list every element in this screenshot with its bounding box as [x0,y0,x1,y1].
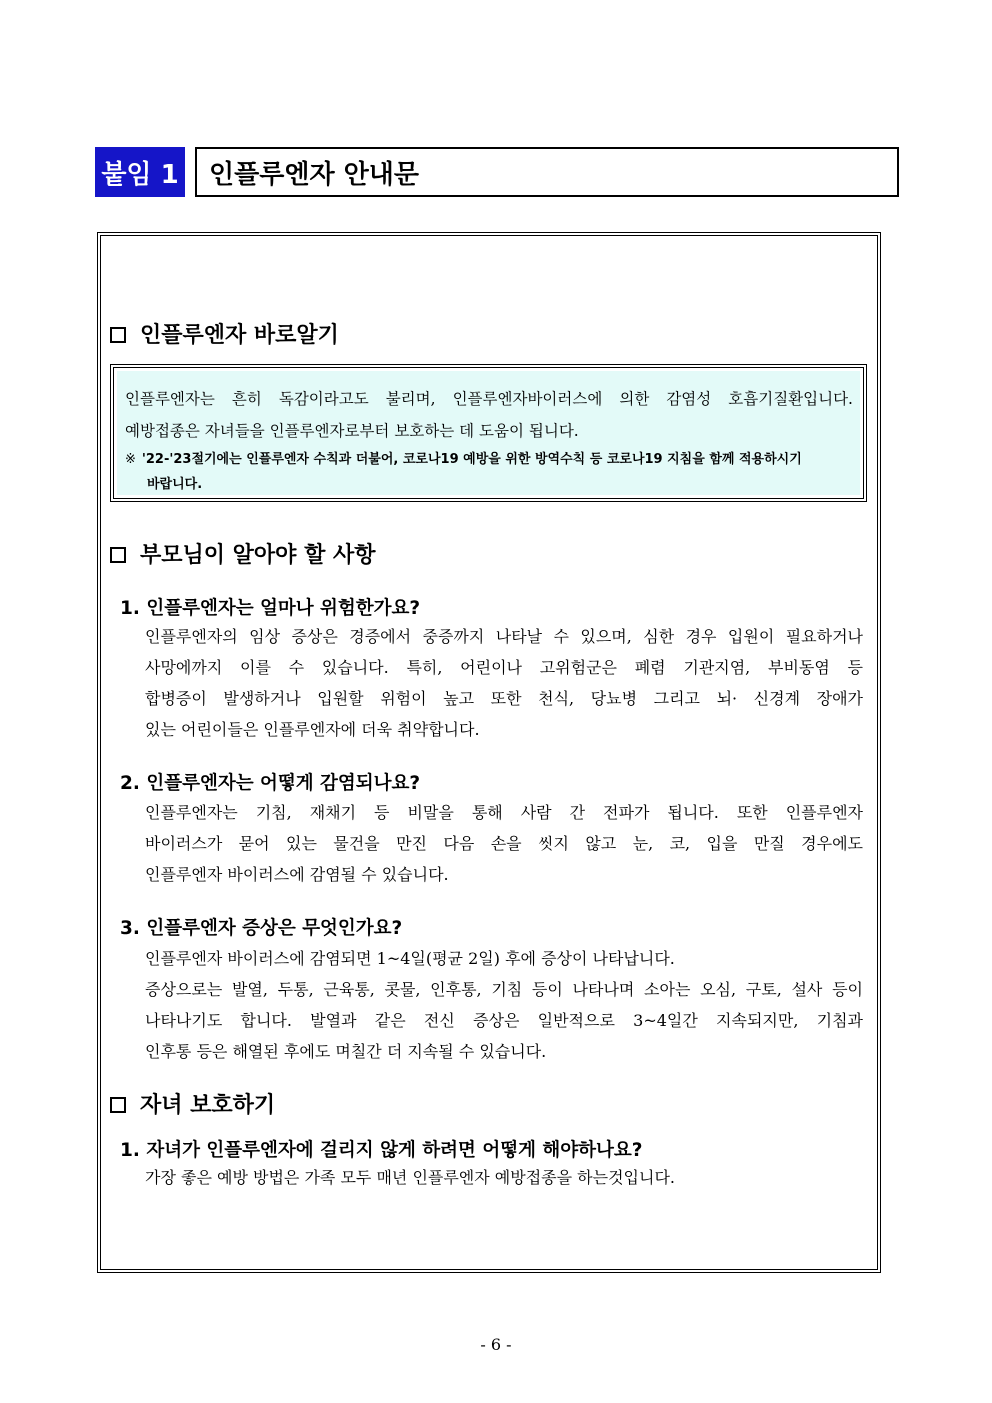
square-bullet-icon [110,327,126,343]
section-title: 부모님이 알아야 할 사항 [140,543,376,568]
page-title-text: 인플루엔자 안내문 [209,159,419,190]
answer-line: 사망에까지 이를 수 있습니다. 특히, 어린이나 고위험군은 폐렴 기관지염, 부비동염 등 [145,658,863,677]
answer-block [145,1162,863,1193]
page-number: - 6 - [480,1335,512,1354]
note-mark: ※ [125,452,136,467]
section-title: 자녀 보호하기 [140,1093,276,1118]
attachment-tag: 붙임 1 [95,147,185,197]
square-bullet-icon [110,547,126,563]
answer-line: 나타나기도 합니다. 발열과 같은 전신 증상은 일반적으로 3~4일간 지속되지만, 기침과 [145,1011,863,1030]
question-heading: 2. 인플루엔자는 어떻게 감염되나요? [120,773,421,794]
answer-line: 증상으로는 발열, 두통, 근육통, 콧물, 인후통, 기침 등이 나타나며 소아는 오심, 구토, 설사 등이 [145,980,863,999]
info-note [125,447,853,497]
question-heading: 3. 인플루엔자 증상은 무엇인가요? [120,918,403,939]
answer-line: 인후통 등은 해열된 후에도 며칠간 더 지속될 수 있습니다. [145,1042,547,1061]
square-bullet-icon [110,1097,126,1113]
answer-line: 인플루엔자 바이러스에 감염되면 1~4일(평균 2일) 후에 증상이 나타납니다. [145,949,675,968]
question-heading: 1. 인플루엔자는 얼마나 위험한가요? [120,598,421,619]
section-title: 인플루엔자 바로알기 [140,323,339,348]
info-line: 인플루엔자는 흔히 독감이라고도 불리며, 인플루엔자바이러스에 의한 감염성 호흡기질환입니다. [125,390,853,408]
answer-block [145,797,863,890]
info-line: 예방접종은 자녀들을 인플루엔자로부터 보호하는 데 도움이 됩니다. [125,422,579,440]
section-heading-about [110,318,339,349]
page-title [195,147,899,197]
answer-line: 가장 좋은 예방 방법은 가족 모두 매년 인플루엔자 예방접종을 하는것입니다. [145,1168,675,1187]
section-heading-children [110,1088,275,1119]
note-text: '22-'23절기에는 인플루엔자 수칙과 더불어, 코로나19 예방을 위한 방역수칙 등 코로나19 지침을 함께 적용하시기 [141,452,802,467]
answer-line: 인플루엔자는 기침, 재채기 등 비말을 통해 사람 간 전파가 됩니다. 또한 인플루엔자 [145,803,863,822]
section-heading-parents [110,538,376,569]
answer-line: 바이러스가 묻어 있는 물건을 만진 다음 손을 씻지 않고 눈, 코, 입을 만질 경우에도 [145,834,863,853]
answer-block [145,943,863,1067]
info-box [110,364,867,502]
note-text-cont: 바랍니다. [147,477,203,492]
answer-block [145,621,863,745]
info-box-body [117,371,860,495]
answer-line: 합병증이 발생하거나 입원할 위험이 높고 또한 천식, 당뇨병 그리고 뇌· 신경계 장애가 [145,689,863,708]
answer-line: 인플루엔자 바이러스에 감염될 수 있습니다. [145,865,449,884]
answer-line: 인플루엔자의 임상 증상은 경증에서 중증까지 나타날 수 있으며, 심한 경우 입원이 필요하거나 [145,627,863,646]
answer-line: 있는 어린이들은 인플루엔자에 더욱 취약합니다. [145,720,480,739]
question-heading: 1. 자녀가 인플루엔자에 걸리지 않게 하려면 어떻게 해야하나요? [120,1140,643,1161]
